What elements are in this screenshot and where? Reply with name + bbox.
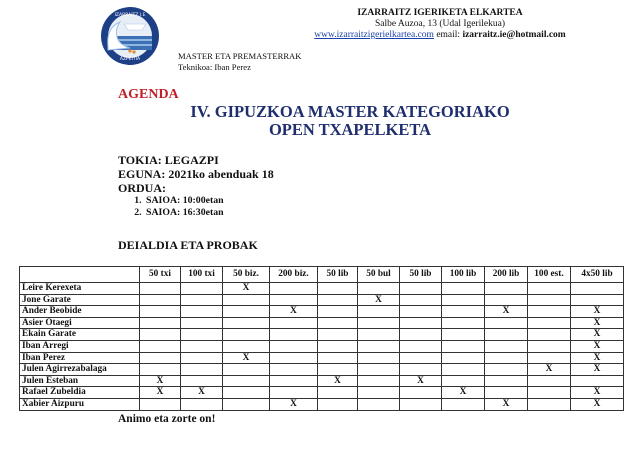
empty-cell [140,283,181,295]
entry-mark: X [485,306,528,318]
empty-cell [528,352,571,364]
website-link[interactable]: www.izarraitzigerielkartea.com [314,30,434,40]
column-header: 50 lib [318,267,358,283]
empty-cell [442,398,485,410]
session-item: 1. SAIOA: 10:00etan [144,195,274,207]
empty-cell [400,306,442,318]
location: TOKIA: LEGAZPI [118,153,219,167]
empty-cell [270,317,318,329]
empty-cell [140,317,181,329]
empty-cell [181,340,223,352]
entry-mark: X [318,375,358,387]
entry-mark: X [571,364,624,376]
empty-cell [140,398,181,410]
table-row [20,317,624,329]
empty-cell [223,294,270,306]
empty-cell [442,283,485,295]
table-body [20,283,624,411]
swimmer-name: Leire Kerexeta [20,283,140,295]
entry-mark: X [528,364,571,376]
time-label: ORDUA: [118,181,166,195]
empty-cell [223,306,270,318]
swimmer-name: Iban Arregi [20,340,140,352]
empty-cell [571,375,624,387]
org-header [300,8,580,41]
table-row [20,294,624,306]
empty-cell [270,364,318,376]
org-contact [300,30,580,41]
empty-cell [528,375,571,387]
swimmer-name: Rafael Zubeldia [20,387,140,399]
empty-cell [318,283,358,295]
column-header: 50 bul [358,267,400,283]
empty-cell [318,306,358,318]
section-heading: DEIALDIA ETA PROBAK [118,238,258,252]
empty-cell [358,306,400,318]
empty-cell [528,306,571,318]
empty-cell [318,340,358,352]
empty-cell [223,340,270,352]
group-name: MASTER ETA PREMASTERRAK [178,51,302,61]
empty-cell [181,294,223,306]
empty-cell [223,398,270,410]
swimmer-name: Ander Beobide [20,306,140,318]
empty-cell [442,352,485,364]
table-row [20,352,624,364]
table-header-row [20,267,624,283]
table-row [20,387,624,399]
empty-cell [485,340,528,352]
org-address: Salbe Auzoa, 13 (Udal Igerilekua) [374,19,506,29]
empty-cell [485,283,528,295]
column-header: 50 txi [140,267,181,283]
entry-mark: X [358,294,400,306]
entry-mark: X [223,283,270,295]
empty-cell [318,398,358,410]
empty-cell [528,340,571,352]
empty-cell [318,364,358,376]
coach-name: Teknikoa: Iban Perez [178,62,251,72]
empty-cell [485,352,528,364]
empty-cell [270,387,318,399]
empty-cell [181,329,223,341]
empty-cell [442,306,485,318]
empty-cell [140,352,181,364]
empty-cell [223,329,270,341]
empty-cell [181,317,223,329]
column-header: 50 lib [400,267,442,283]
empty-cell [442,340,485,352]
swimmer-name: Jone Garate [20,294,140,306]
header-blank [20,267,140,283]
empty-cell [181,364,223,376]
entry-mark: X [270,306,318,318]
empty-cell [528,387,571,399]
empty-cell [400,387,442,399]
empty-cell [528,317,571,329]
empty-cell [358,352,400,364]
table-row [20,283,624,295]
entry-mark: X [571,306,624,318]
swimmer-name: Asier Otaegi [20,317,140,329]
table-row [20,364,624,376]
empty-cell [400,340,442,352]
empty-cell [181,375,223,387]
empty-cell [358,317,400,329]
empty-cell [270,340,318,352]
empty-cell [442,317,485,329]
date: EGUNA: 2021ko abenduak 18 [118,167,274,181]
empty-cell [270,294,318,306]
empty-cell [140,306,181,318]
session-list [118,195,274,219]
entries-table [19,266,624,411]
title-line-1: IV. GIPUZKOA MASTER KATEGORIAKO [190,102,510,121]
column-header: 200 biz. [270,267,318,283]
entry-mark: X [571,387,624,399]
empty-cell [358,398,400,410]
entry-mark: X [400,375,442,387]
empty-cell [528,398,571,410]
empty-cell [181,352,223,364]
empty-cell [318,329,358,341]
empty-cell [400,317,442,329]
empty-cell [400,294,442,306]
agenda-label: AGENDA [118,87,179,102]
empty-cell [528,294,571,306]
empty-cell [358,340,400,352]
table-row [20,398,624,410]
empty-cell [442,375,485,387]
entry-mark: X [223,352,270,364]
session-item: 2. SAIOA: 16:30etan [144,207,274,219]
empty-cell [571,283,624,295]
table-row [20,329,624,341]
swimmer-name: Julen Esteban [20,375,140,387]
empty-cell [223,387,270,399]
empty-cell [358,283,400,295]
empty-cell [318,387,358,399]
closing-note: Animo eta zorte on! [118,413,216,425]
logo-text-bottom: AZPEITIA [119,57,141,62]
empty-cell [485,375,528,387]
column-header: 4x50 lib [571,267,624,283]
empty-cell [140,329,181,341]
empty-cell [485,294,528,306]
empty-cell [358,329,400,341]
empty-cell [358,375,400,387]
empty-cell [442,329,485,341]
logo-text-top: IZARRAITZ I.E [114,13,146,18]
empty-cell [400,352,442,364]
swimmer-name: Julen Agirrezabalaga [20,364,140,376]
column-header: 200 lib [485,267,528,283]
empty-cell [223,375,270,387]
empty-cell [358,364,400,376]
department-block [178,51,301,73]
swimmer-name: Ekain Garate [20,329,140,341]
entry-mark: X [140,387,181,399]
empty-cell [140,340,181,352]
empty-cell [400,329,442,341]
table-row [20,306,624,318]
empty-cell [400,283,442,295]
entry-mark: X [571,398,624,410]
column-header: 100 txi [181,267,223,283]
empty-cell [442,364,485,376]
entry-mark: X [571,340,624,352]
entry-mark: X [571,329,624,341]
empty-cell [528,329,571,341]
title-line-2: OPEN TXAPELKETA [268,120,432,139]
entry-mark: X [485,398,528,410]
empty-cell [181,283,223,295]
column-header: 100 lib [442,267,485,283]
entry-mark: X [181,387,223,399]
empty-cell [270,329,318,341]
empty-cell [181,398,223,410]
club-logo [100,6,160,66]
empty-cell [400,364,442,376]
email-label: email: [436,30,461,40]
empty-cell [485,317,528,329]
empty-cell [571,294,624,306]
event-info [118,153,274,219]
empty-cell [400,398,442,410]
entry-mark: X [442,387,485,399]
empty-cell [485,329,528,341]
empty-cell [318,294,358,306]
empty-cell [318,317,358,329]
empty-cell [223,364,270,376]
entry-mark: X [571,317,624,329]
empty-cell [223,317,270,329]
entry-mark: X [270,398,318,410]
swimmer-name: Iban Perez [20,352,140,364]
empty-cell [442,294,485,306]
empty-cell [140,364,181,376]
entry-mark: X [571,352,624,364]
table-row [20,375,624,387]
page-title [150,103,550,139]
empty-cell [318,352,358,364]
empty-cell [270,352,318,364]
entry-mark: X [140,375,181,387]
empty-cell [528,283,571,295]
table-row [20,340,624,352]
swimmer-name: Xabier Aizpuru [20,398,140,410]
empty-cell [485,387,528,399]
empty-cell [270,375,318,387]
empty-cell [270,283,318,295]
empty-cell [485,364,528,376]
email-address[interactable]: izarraitz.ie@hotmail.com [462,30,566,40]
column-header: 100 est. [528,267,571,283]
column-header: 50 biz. [223,267,270,283]
empty-cell [140,294,181,306]
org-name: IZARRAITZ IGERIKETA ELKARTEA [357,8,523,18]
empty-cell [358,387,400,399]
empty-cell [181,306,223,318]
